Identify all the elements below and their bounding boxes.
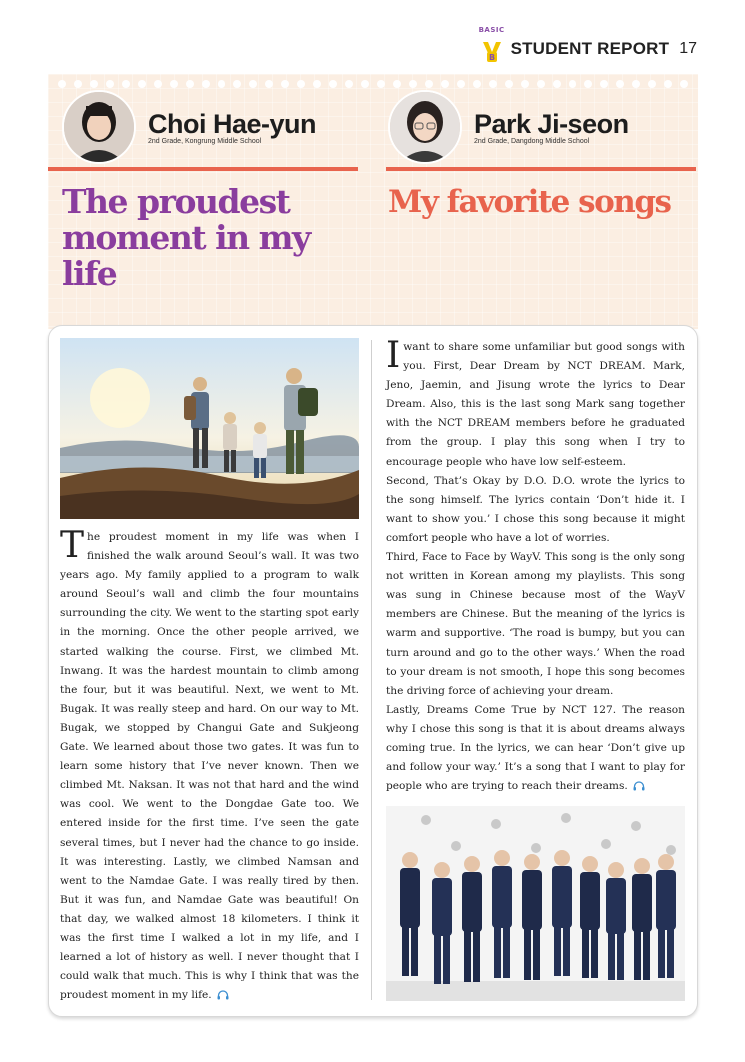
body-text: Lastly, Dreams Come True by NCT 127. The reason why I chose this song is that it is about dreams always coming true. In the lyrics, we can hear ‘Don’t give up and follow your way.’ It’s a song that I want to play for people who are trying to reach their dreams.: [386, 703, 685, 793]
paragraph: [386, 335, 685, 472]
body-text: want to share some unfamiliar but good songs with you. First, Dear Dream by NCT DREAM. Mark, Jeno, Jaemin, and Jisung wrote the lyrics to Dear Dream. Also, this is the last song Mark sang together with the NCT DREAM members before he graduated from the group. I play this song when I try to encourage people who have low self-esteem.: [386, 341, 685, 468]
section-title: STUDENT REPORT: [510, 39, 670, 58]
body-text: he proudest moment in my life was when I finished the walk around Seoul’s wall. It was two years ago. My family applied to a program to walk around Seoul’s wall and climb the four mountains surrounding the city. We went to the starting spot early in the morning. Once the other people arrived, we started walking the course. First, we climbed Mt. Inwang. It was the hardest mountain to climb among the four, but it was beautiful. Next, we went to Mt. Bugak. It was really steep and hard. On our way to Mt. Bugak, we stopped by Changui Gate and Sukjeong Gate. We learned about those two gates. It was fun to learn some history that I’ve never known. Then we climbed Mt. Naksan. It was not that hard and the wind was cool. We went to the Dongdae Gate too. We entered inside for the first time. I’ve seen the gate several times, but I never had the chance to go inside. It was interesting. Lastly, we climbed Namsan and went to the Namdae Gate. I was really tired by then. But it was fun, and Namdae Gate was beautiful! On that day, we walked almost 18 kilometers. I think it was the first time I walked a lot in my life, and I learned a lot of history as well. I never thought that I could walk that much. This is why I think that was the proudest moment in my life.: [60, 531, 359, 1002]
headphones-icon: [633, 781, 645, 791]
author-name: Park Ji-seon: [474, 109, 629, 139]
author-school: 2nd Grade, Dangdong Middle School: [474, 138, 590, 145]
article-title-left: [62, 184, 352, 292]
headphones-icon: [217, 990, 229, 1000]
family-hiking-photo: [60, 338, 359, 519]
article-body-right: [386, 335, 685, 796]
author-right: [388, 90, 629, 164]
decorative-dots: [58, 80, 688, 88]
paragraph: Second, That’s Okay by D.O. D.O. wrote the lyrics to the song himself. The lyrics contain ‘Don’t hide it. I want to show you.’ I chose this song because it might comfort people who have a lot of worries.: [386, 474, 685, 544]
avatar-right: [388, 90, 462, 164]
title-line: moment in my life: [62, 218, 310, 293]
logo-badge-text: BASIC: [478, 26, 505, 34]
divider-rule-right: [386, 167, 696, 171]
basic-logo-icon: [478, 26, 505, 64]
divider-rule-left: [48, 167, 358, 171]
author-left: [62, 90, 316, 164]
paragraph: [386, 701, 685, 796]
svg-text:B: B: [488, 53, 495, 62]
drop-cap: T: [60, 525, 85, 566]
column-divider: [371, 340, 372, 1000]
page-header: [478, 26, 697, 64]
page-number: 17: [679, 40, 697, 57]
author-name: Choi Hae-yun: [148, 109, 317, 139]
author-school: 2nd Grade, Kongrung Middle School: [148, 138, 262, 145]
paragraph: Third, Face to Face by WayV. This song is the only song not written in Korean among my playlists. This song was sung in Chinese because most of the WayV members are Chinese. But the meaning of the lyrics is warm and supportive. ‘The road is bumpy, but you can turn around and go to the other ways.’ When the road to your dream is not smooth, I hope this song becomes the driving force of achieving your dream.: [386, 551, 685, 697]
drop-cap: I: [386, 335, 401, 376]
title-line: The proudest: [62, 182, 290, 221]
article-title-right: My favorite songs: [388, 184, 671, 220]
article-body-left: [60, 525, 359, 1005]
avatar-left: [62, 90, 136, 164]
band-group-photo: [386, 806, 685, 1001]
